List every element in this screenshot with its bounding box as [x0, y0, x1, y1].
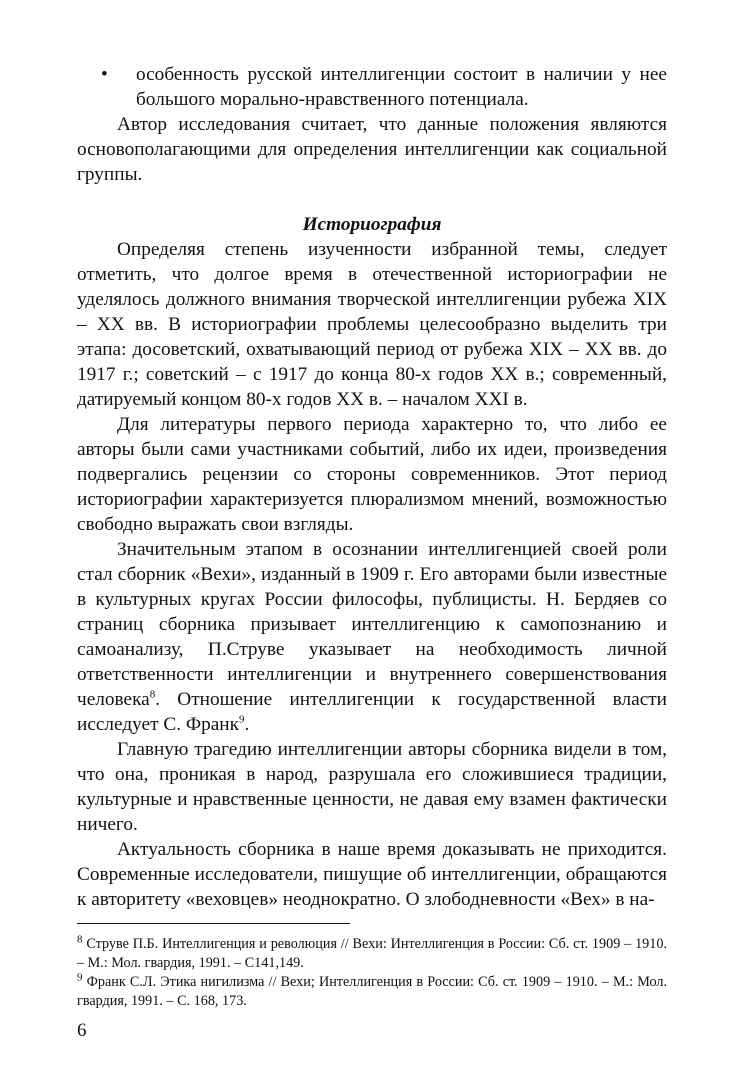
paragraph-3-text-a: Значительным этапом в осознании интеллигенцией своей роли стал сборник «Вехи», изданный в 1909 г. Его авторами были известные в культурных кругах России философы, публицисты. Н. Бердяев со страниц сборника призывает интеллигенцию к самопознанию и самоанализу, П.Струве указывает на необходимость личной ответственности интеллигенции и внутреннего совершенствования человека [77, 539, 667, 710]
footnote-divider [77, 923, 350, 924]
footnote-text: Струве П.Б. Интеллигенция и революция // Вехи: Интеллигенция в России: Сб. ст. 1909 – 1910. – М.: Мол. гвардия, 1991. – С141,149. [77, 936, 668, 971]
section-heading: Историография [302, 214, 442, 235]
paragraph-5: Актуальность сборника в наше время доказывать не приходится. Современные исследователи, пишущие об интеллигенции, обращаются к авторитету «веховцев» неоднократно. О злободневности «Вех» в на- [77, 839, 667, 910]
bullet-list-item [77, 62, 667, 112]
main-text [77, 62, 667, 912]
footnote-number: 9 [77, 971, 83, 984]
bullet-icon: • [101, 64, 108, 85]
paragraph-3-text-b: . Отношение интеллигенции к государственной власти исследует С. Франк [77, 689, 667, 735]
footnote-ref-9[interactable]: 9 [238, 713, 245, 726]
page-number: 6 [77, 1020, 87, 1041]
paragraph-3-text-c: . [244, 714, 250, 735]
footnote-text: Франк С.Л. Этика нигилизма // Вехи; Интеллигенция в России: Сб. ст. 1909 – 1910. – М.: Мол. гвардия, 1991. – С. 168, 173. [77, 974, 668, 1009]
footnote-8 [77, 935, 667, 973]
paragraph-3 [77, 537, 667, 737]
footnote-number: 8 [77, 933, 83, 946]
footnote-9 [77, 973, 667, 1011]
paragraph-4: Главную трагедию интеллигенции авторы сборника видели в том, что она, проникая в народ, разрушала его сложившиеся традиции, культурные и нравственные ценности, не давая ему взамен фактически ничего. [77, 739, 667, 835]
paragraph-conclusion: Автор исследования считает, что данные положения являются основополагающими для определения интеллигенции как социальной группы. [77, 114, 667, 185]
footnotes [77, 935, 667, 1011]
bullet-text: особенность русской интеллигенции состоит в наличии у нее большого морально-нравственного потенциала. [136, 64, 667, 110]
footnote-ref-8[interactable]: 8 [149, 688, 156, 701]
paragraph-2: Для литературы первого периода характерно то, что либо ее авторы были сами участниками событий, либо их идеи, произведения подвергались рецензии со стороны современников. Этот период историографии характеризуется плюрализмом мнений, возможностью свободно выражать свои взгляды. [77, 414, 667, 535]
paragraph-1: Определяя степень изученности избранной темы, следует отметить, что долгое время в отечественной историографии не уделялось должного внимания творческой интеллигенции рубежа XIX – XX вв. В историографии проблемы целесообразно выделить три этапа: досоветский, охватывающий период от рубежа XIX – XX вв. до 1917 г.; советский – с 1917 до конца 80-х годов XX в.; современный, датируемый концом 80-х годов XX в. – началом XXI в. [77, 239, 667, 410]
